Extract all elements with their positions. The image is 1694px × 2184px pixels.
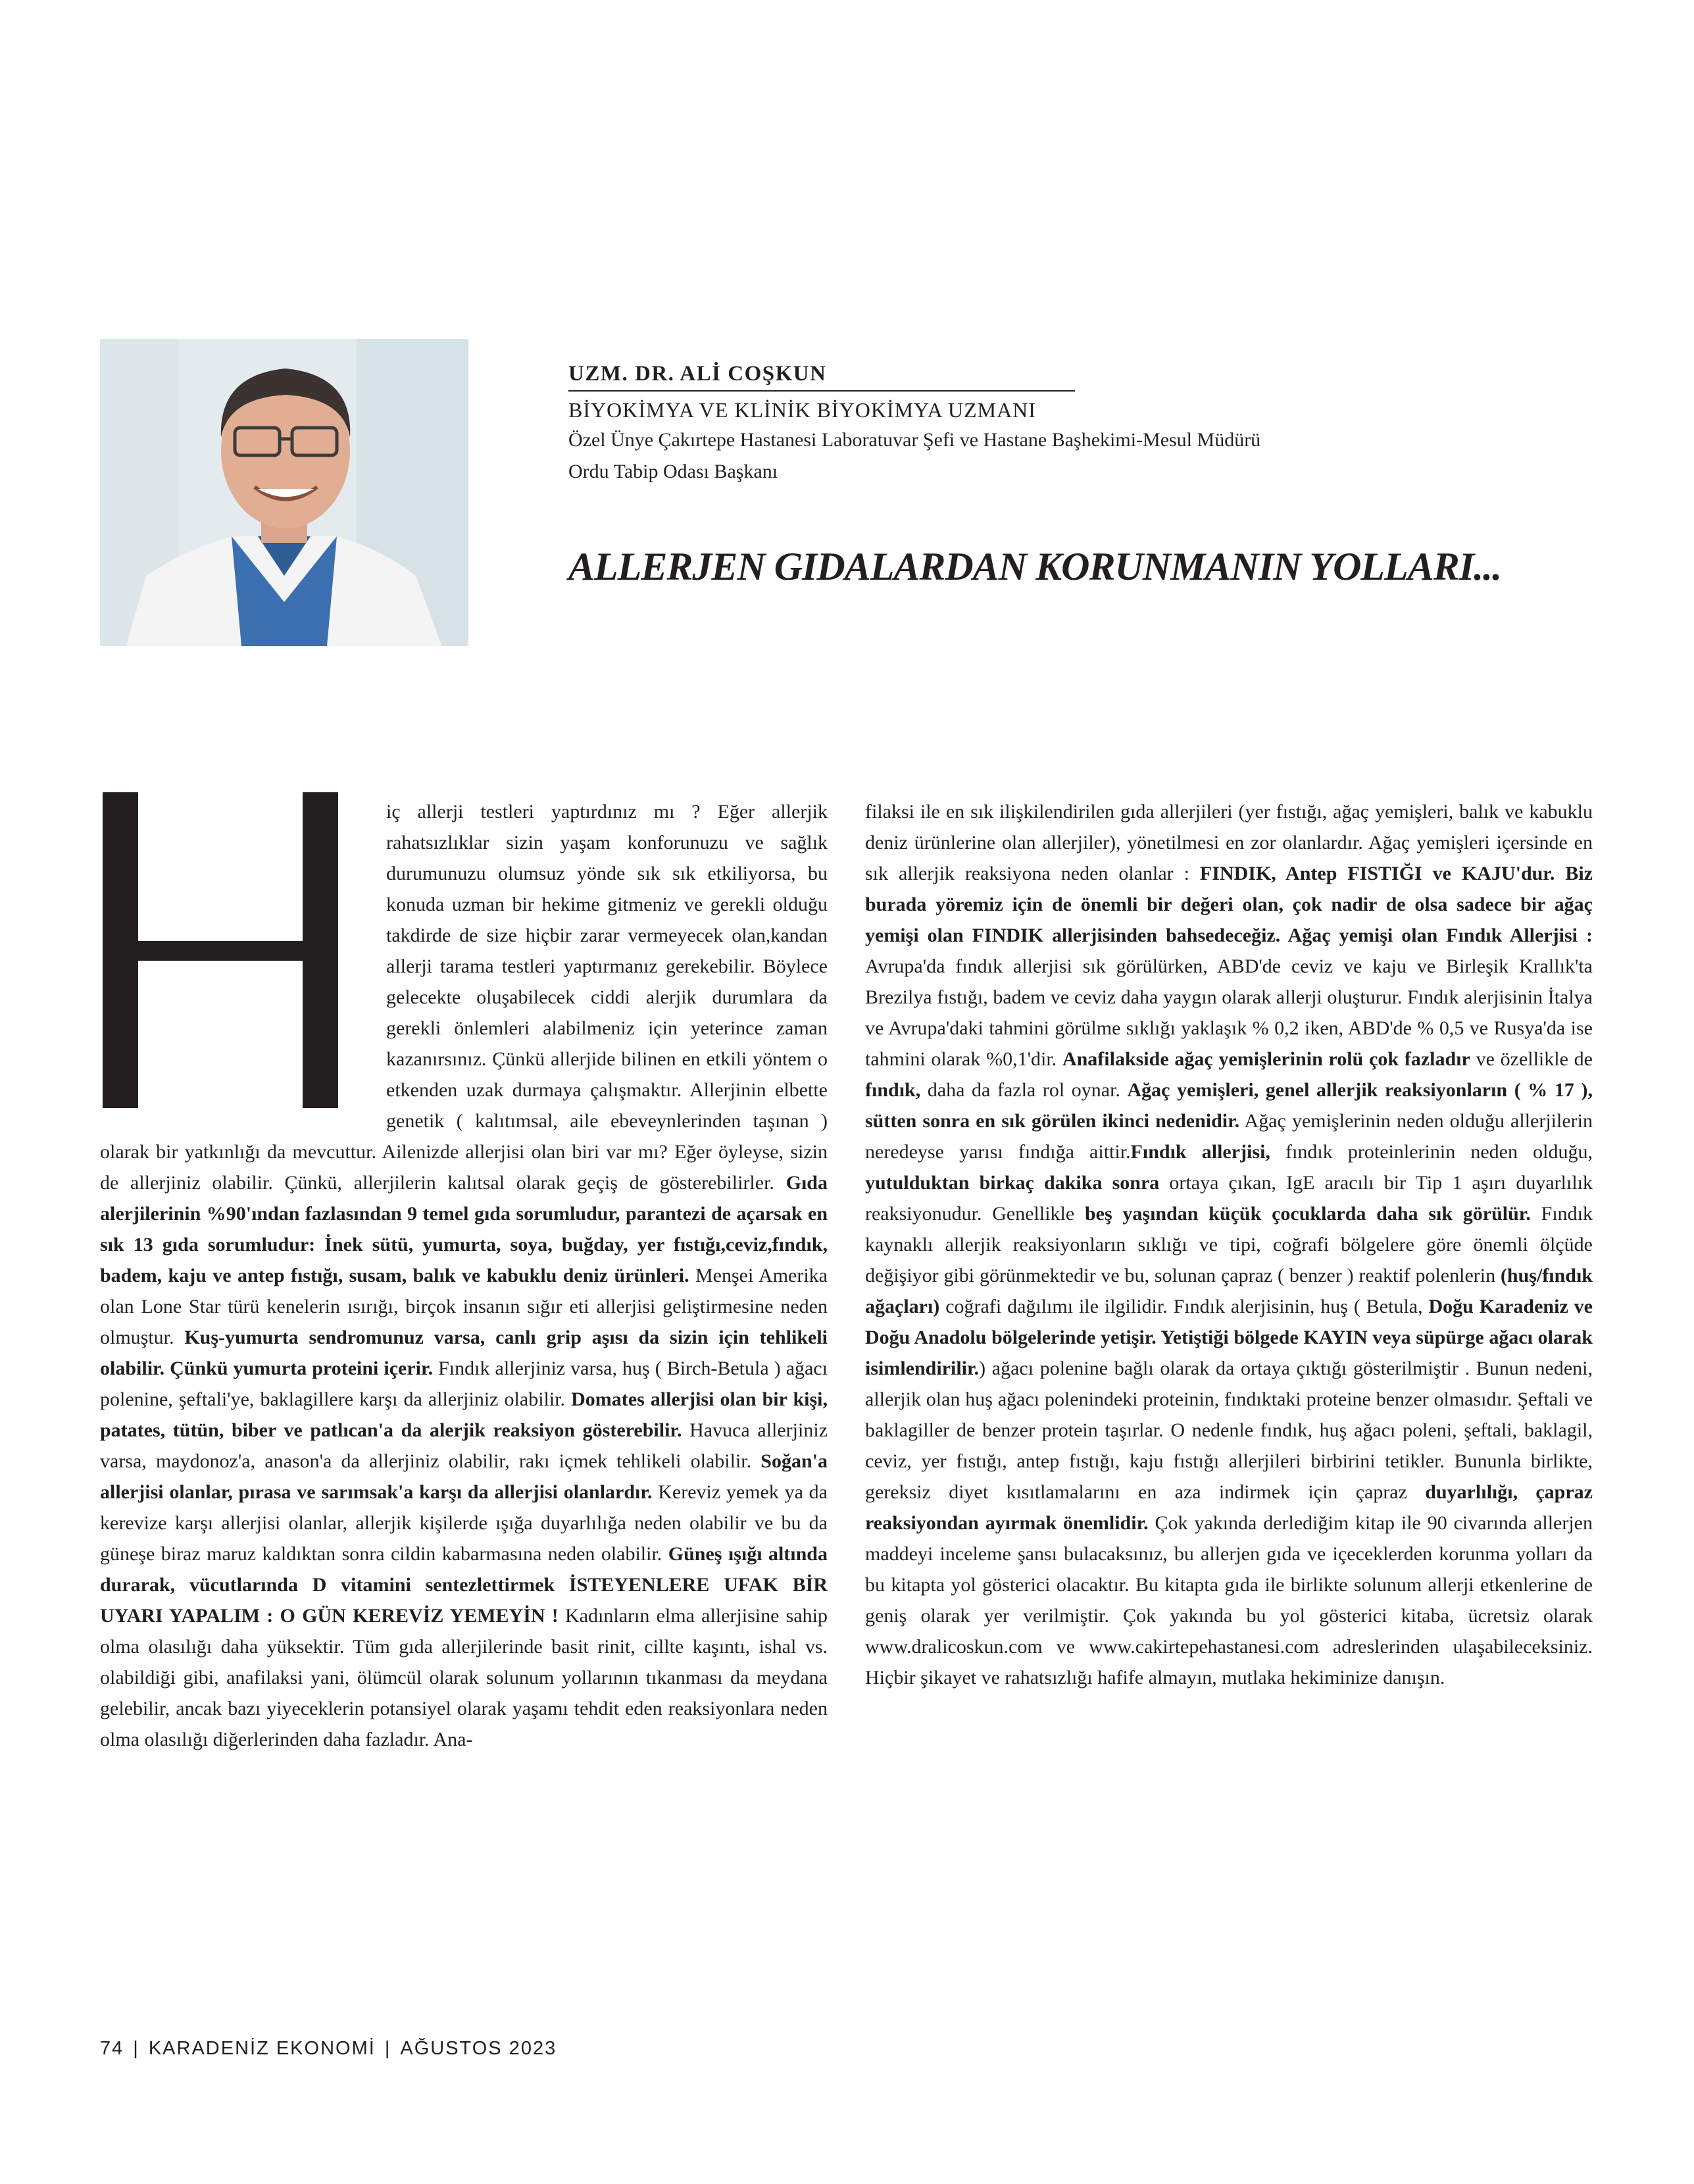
bold-text-segment: Gıda alerjilerinin %90'ından fazlasından 9 temel gıda sorumludur, parantezi de açarsak en sık 13 gıda sorumludur: İnek sütü, yumurta, soya, buğday, yer fıstığı,ceviz,fındık, badem, kaju ve antep fıstığı, susam, balık ve kabuklu deniz ürünleri. (100, 1172, 828, 1286)
bold-text-segment: yutulduktan birkaç dakika sonra (865, 1172, 1160, 1194)
bold-text-segment: FINDIK, Antep FISTIĞI ve KAJU'dur. Biz burada yöremiz için de önemli bir değeri olan, çok nadir de olsa sadece bir ağaç yemişi olan FINDIK allerjisinden bahsedeceğiz. Ağaç yemişi olan Fındık Allerjisi : (865, 863, 1593, 946)
author-name: UZM. DR. ALİ COŞKUN (568, 362, 1075, 392)
text-segment: Fındık allerjiniz varsa, huş ( Birch-Betula ) ağacı polenine, şeftali'ye, baklagillere karşı da allerjiniz olabilir. (100, 1358, 828, 1410)
dropcap-space (100, 796, 386, 1117)
author-title: BİYOKİMYA VE KLİNİK BİYOKİMYA UZMANI (568, 398, 1036, 422)
author-position: Özel Ünye Çakırtepe Hastanesi Laboratuvar Şefi ve Hastane Başhekimi-Mesul Müdürü (568, 429, 1261, 451)
page-number: 74 (100, 2038, 124, 2059)
bold-text-segment: Anafilakside ağaç yemişlerinin rolü çok fazladır (1062, 1048, 1470, 1070)
author-photo (100, 339, 468, 646)
bold-text-segment: duyarlılığı, çapraz reaksiyondan ayırmak önemlidir. (865, 1481, 1593, 1534)
text-segment: fındık proteinlerinin neden olduğu, (1270, 1141, 1593, 1163)
issue-date: AĞUSTOS 2023 (400, 2038, 557, 2059)
text-segment: Ağaç yemişlerinin neden olduğu allerjilerin neredeyse yarısı fındığa aittir. (865, 1110, 1593, 1163)
text-segment: iç allerji testleri yaptırdınız mı ? Eğer allerjik rahatsızlıklar sizin yaşam konforunuzu ve sağlık durumunuzu olumsuz yönde sık sık etkiliyorsa, bu konuda uzman bir hekime gitmeniz ve gerekli olduğu takdirde de size hiçbir zarar vermeyecek olan,kandan allerji tarama testleri yaptırmanız gerekebilir. Böylece gelecekte oluşabilecek ciddi alerjik durumlara da gerekli önlemleri alabilmeniz için yeterince zaman kazanırsınız. Çünkü allerjide bilinen en etkili yöntem o etkenden uzak durmaya çalışmaktır. Allerjinin elbette genetik ( kalıtımsal, aile ebeveynlerinden taşınan ) olarak bir yatkınlığı da mevcuttur. Ailenizde allerjisi olan biri var mı? Eğer öyleyse, sizin de allerjiniz olabilir. Çünkü, allerjilerin kalıtsal olarak geçiş de gösterebilirler. (100, 801, 828, 1194)
footer-separator: | (384, 2038, 391, 2059)
author-portrait-illustration (100, 339, 468, 646)
bold-text-segment: Kuş-yumurta sendromunuz varsa, canlı grip aşısı da sizin için tehlikeli olabilir. Çünkü yumurta proteini içerir. (100, 1327, 828, 1379)
author-info (568, 362, 1621, 486)
text-segment: Çok yakında derlediğim kitap ile 90 civarında allerjen maddeyi inceleme şansı bulacaksınız, bu allerjen gıda ve içeceklerden korunma yolları da bu kitapta yol gösterici olacaktır. Bu kitapta gıda ile birlikte solunum allerji etkenlerine de geniş olarak yer verilmiştir. Çok yakında bu yol gösterici kitaba, ücretsiz olarak www.dralicoskun.com ve www.cakirtepehastanesi.com adreslerinden ulaşabileceksiniz. Hiçbir şikayet ve rahatsızlığı hafife almayın, mutlaka hekiminize danışın. (865, 1512, 1593, 1689)
bold-text-segment: (huş/fındık ağaçları) (865, 1265, 1593, 1317)
article-left-column (100, 796, 828, 1755)
text-segment: Kereviz yemek ya da kerevize karşı allerjisi olanlar, allerjik kişilerde ışığa duyarlılığa neden olabilir ve bu da güneşe biraz maruz kaldıktan sonra cildin kabarmasına neden olabilir. (100, 1481, 828, 1565)
text-segment: Menşei Amerika olan Lone Star türü kenelerin ısırığı, birçok insanın sığır eti allerjisi geliştirmesine neden olmuştur. (100, 1265, 828, 1348)
magazine-name: KARADENİZ EKONOMİ (148, 2038, 376, 2059)
text-segment: Havuca allerjiniz varsa, maydonoz'a, anason'a da allerjiniz olabilir, rakı içmek tehlikeli olabilir. (100, 1419, 828, 1472)
footer-separator: | (133, 2038, 139, 2059)
left-column-text (100, 796, 828, 1755)
article-headline: ALLERJEN GIDALARDAN KORUNMANIN YOLLARI... (568, 545, 1502, 588)
text-segment: Kadınların elma allerjisine sahip olma olasılığı daha yüksektir. Tüm gıda allerjilerinde basit rinit, cillte kaşıntı, ishal vs. olabildiği gibi, anafilaksi yani, ölümcül olarak solunum yollarının tıkanması da meydana gelebilir, ancak bazı yiyeceklerin potansiyel olarak yaşamı tehdit eden reaksiyonlara neden olma olasılığı diğerlerinden daha fazladır. Ana- (100, 1605, 828, 1750)
text-segment: coğrafi dağılımı ile ilgilidir. Fındık alerjisinin, huş ( Betula, (939, 1296, 1429, 1317)
bold-text-segment: Fındık allerjisi, (1130, 1141, 1270, 1163)
bold-text-segment: Güneş ışığı altında durarak, vücutlarında D vitamini sentezlettirmek İSTEYENLERE UFAK BİR UYARI YAPALIM : O GÜN KEREVİZ YEMEYİN ! (100, 1543, 828, 1627)
text-segment: Fındık kaynaklı allerjik reaksiyonların sıklığı ve tipi, coğrafi bölgelere göre önemli ölçüde değişiyor gibi görünmektedir ve bu, solunan çapraz ( benzer ) reaktif polenlerin (865, 1203, 1593, 1286)
bold-text-segment: Ağaç yemişleri, genel allerjik reaksiyonların ( % 17 ), sütten sonra en sık görülen ikinci nedenidir. (865, 1079, 1593, 1132)
text-segment: ve özellikle de (1470, 1048, 1593, 1070)
bold-text-segment: Domates allerjisi olan bir kişi, patates, tütün, biber ve patlıcan'a da alerjik reaksiyon gösterebilir. (100, 1388, 828, 1441)
bold-text-segment: Doğu Karadeniz ve Doğu Anadolu bölgelerinde yetişir. Yetiştiği bölgede KAYIN veya süpürge ağacı olarak isimlendirilir. (865, 1296, 1593, 1379)
bold-text-segment: Soğan'a allerjisi olanlar, pırasa ve sarımsak'a karşı da allerjisi olanlardır. (100, 1450, 828, 1503)
text-segment: daha da fazla rol oynar. (920, 1079, 1128, 1101)
text-segment: ortaya çıkan, IgE aracılı bir Tip 1 aşırı duyarlılık reaksiyonudur. Genellikle (865, 1172, 1593, 1225)
bold-text-segment: beş yaşından küçük çocuklarda daha sık görülür. (1084, 1203, 1531, 1225)
text-segment: Avrupa'da fındık allerjisi sık görülürken, ABD'de ceviz ve kaju ve Birleşik Krallık'ta Brezilya fıstığı, badem ve ceviz daha yaygın olarak allerji oluşturur. Fındık alerjisinin İtalya ve Avrupa'daki tahmini görülme sıklığı yaklaşık % 0,2 iken, ABD'de % 0,5 ve Rusya'da ise tahmini olarak %0,1'dir. (865, 955, 1593, 1070)
bold-text-segment: fındık, (865, 1079, 921, 1101)
article-right-column (865, 796, 1593, 1693)
page-footer (100, 2038, 557, 2060)
text-segment: ) ağacı polenine bağlı olarak da ortaya çıktığı gösterilmiştir . Bunun nedeni, allerjik olan huş ağacı polenindeki proteinin, fındıktaki proteine benzer olmasıdır. Şeftali ve baklagiller de benzer protein taşırlar. O nedenle fındık, huş ağacı poleni, şeftali, baklagil, ceviz, yer fıstığı, antep fıstığı, kaju fıstığı allerjileri birbirini tetikler. Bununla birlikte, gereksiz diyet kısıtlamalarını en aza indirmek için çapraz (865, 1358, 1593, 1503)
right-column-text (865, 796, 1593, 1693)
text-segment: filaksi ile en sık ilişkilendirilen gıda allerjileri (yer fıstığı, ağaç yemişleri, balık ve kabuklu deniz ürünlerine olan allerjiler), yönetilmesi en zor olanlardır. Ağaç yemişleri içersinde en sık allerjik reaksiyona neden olanlar : (865, 801, 1593, 884)
author-role: Ordu Tabip Odası Başkanı (568, 461, 778, 482)
